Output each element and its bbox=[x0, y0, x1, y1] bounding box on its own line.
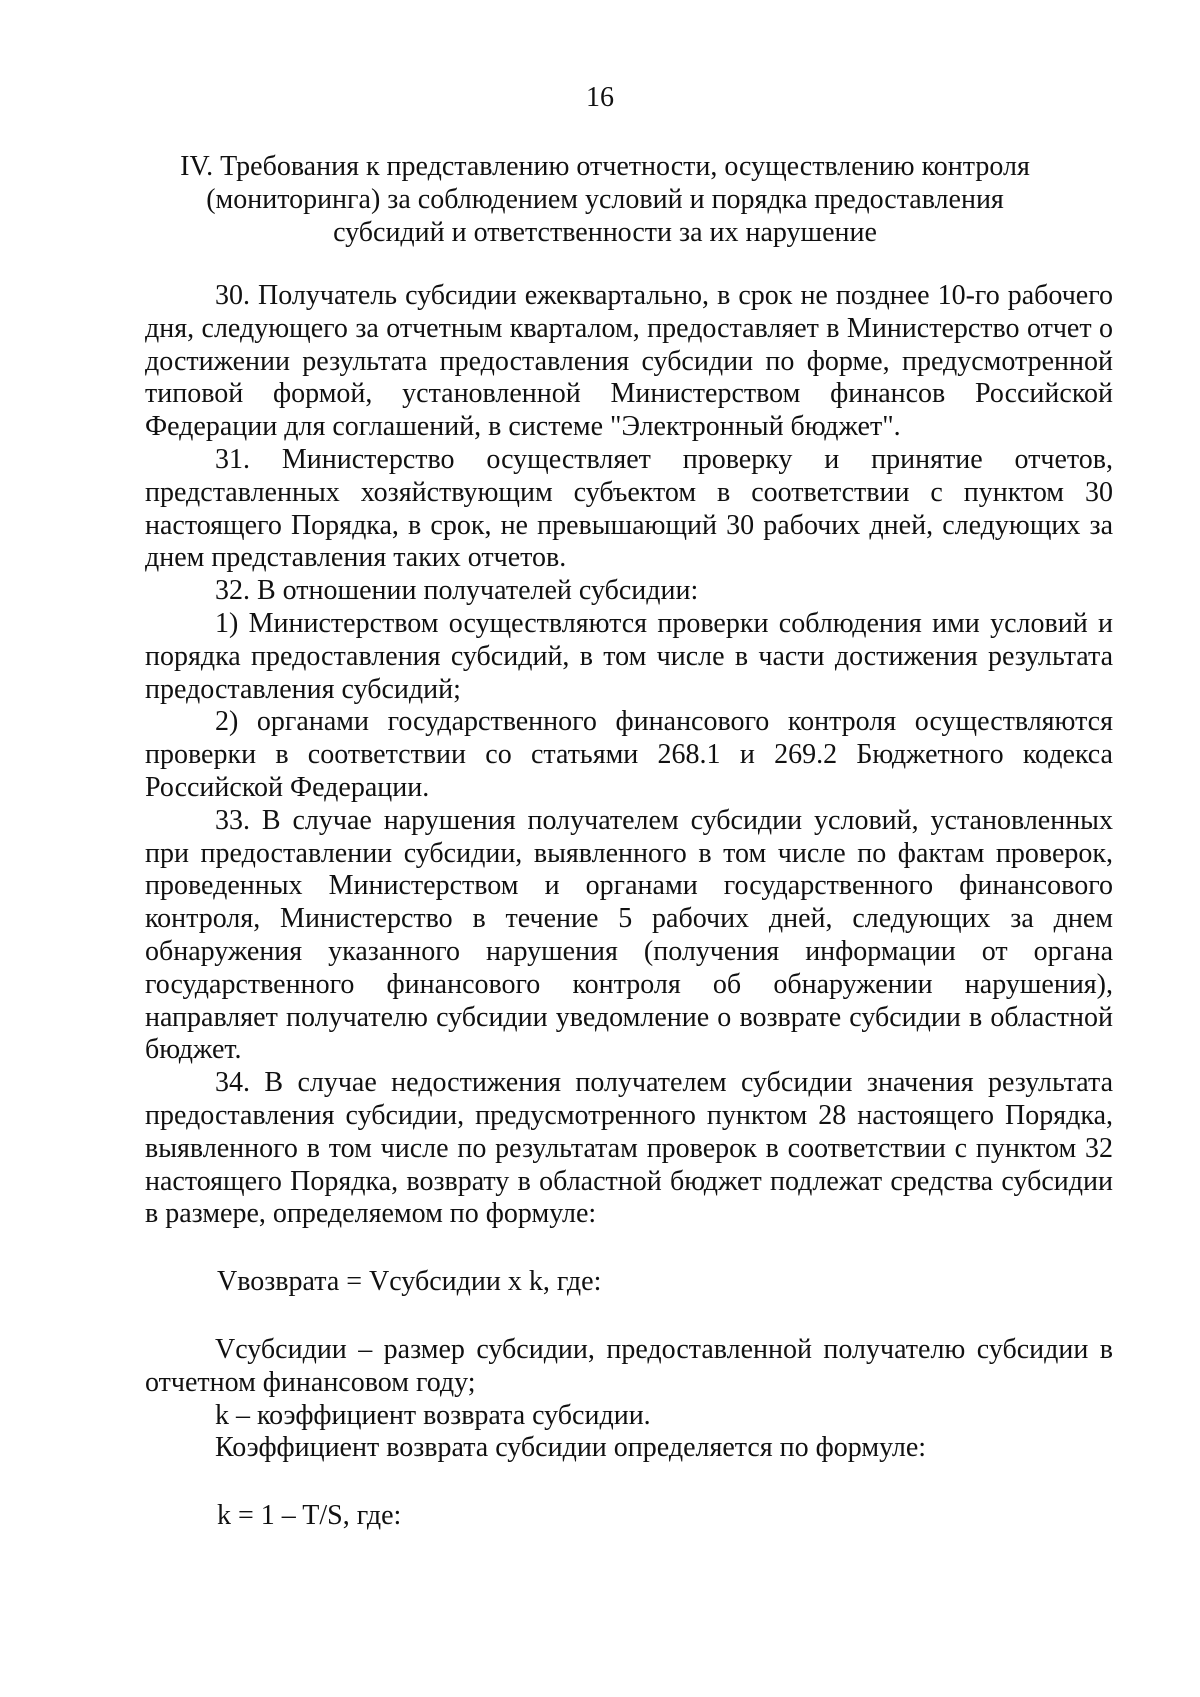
paragraph-33: 33. В случае нарушения получателем субсидии условий, установленных при предоставлении субсидии, выявленного в том числе по фактам проверок, проведенных Министерством и органами государственного финансового контроля, Министерство в течение 5 рабочих дней, следующих за днем обнаружения указанного нарушения (получения информации от органа государственного финансового контроля об обнаружении нарушения), направляет получателю субсидии уведомление о возврате субсидии в областной бюджет. bbox=[145, 804, 1113, 1066]
spacer bbox=[145, 1465, 1113, 1500]
paragraph-30: 30. Получатель субсидии ежеквартально, в срок не позднее 10-го рабочего дня, следующего за отчетным кварталом, предоставляет в Министерство отчет о достижении результата предоставления субсидии по форме, предусмотренной типовой формой, установленной Министерством финансов Российской Федерации для соглашений, в системе "Электронный бюджет". bbox=[145, 280, 1113, 443]
paragraph-34: 34. В случае недостижения получателем субсидии значения результата предоставления субсидии, предусмотренного пунктом 28 настоящего Порядка, выявленного в том числе по результатам проверок в соответствии с пунктом 32 настоящего Порядка, возврату в областной бюджет подлежат средства субсидии в размере, определяемом по формуле: bbox=[145, 1067, 1113, 1230]
spacer bbox=[145, 1299, 1113, 1334]
section-heading bbox=[130, 150, 1080, 249]
formula-coefficient: k = 1 – T/S, где: bbox=[217, 1500, 402, 1532]
heading-line-2: (мониторинга) за соблюдением условий и порядка предоставления bbox=[206, 184, 1004, 215]
formula-refund: Vвозврата = Vсубсидии x k, где: bbox=[217, 1266, 602, 1298]
heading-line-3: субсидий и ответственности за их нарушение bbox=[333, 217, 877, 248]
paragraph-32: 32. В отношении получателей субсидии: bbox=[215, 575, 699, 607]
definition-k: k – коэффициент возврата субсидии. bbox=[215, 1399, 651, 1431]
paragraph-31: 31. Министерство осуществляет проверку и принятие отчетов, представленных хозяйствующим субъектом в соответствии с пунктом 30 настоящего Порядка, в срок, не превышающий 30 рабочих дней, следующих за днем представления таких отчетов. bbox=[145, 443, 1113, 574]
paragraph-32-item-2: 2) органами государственного финансового контроля осуществляются проверки в соответствии со статьями 268.1 и 269.2 Бюджетного кодекса Российской Федерации. bbox=[145, 706, 1113, 803]
heading-line-1: IV. Требования к представлению отчетности, осуществлению контроля bbox=[180, 151, 1030, 182]
coefficient-intro: Коэффициент возврата субсидии определяется по формуле: bbox=[215, 1432, 927, 1464]
page-number: 16 bbox=[586, 82, 614, 113]
spacer bbox=[145, 1231, 1113, 1266]
paragraph-32-item-1: 1) Министерством осуществляются проверки соблюдения ими условий и порядка предоставления субсидий, в том числе в части достижения результата предоставления субсидий; bbox=[145, 607, 1113, 705]
document-body bbox=[145, 280, 1113, 1533]
definition-v-subsidy: Vсубсидии – размер субсидии, предоставленной получателю субсидии в отчетном финансовом году; bbox=[145, 1333, 1113, 1398]
